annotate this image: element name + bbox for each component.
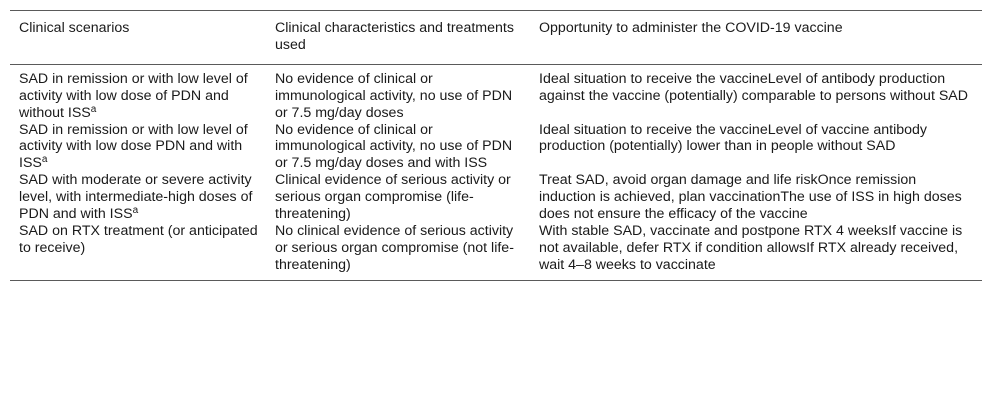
- characteristics-cell: No evidence of clinical or immunological activity, no use of PDN or 7.5 mg/day doses: [275, 70, 513, 121]
- scenario-cell: [10, 64, 266, 121]
- footnote-marker: a: [132, 205, 139, 217]
- opportunity-cell: With stable SAD, vaccinate and postpone RTX 4 weeksIf vaccine is not available, defer RTX if condition allowsIf RTX already received, wait 4–8 weeks to vaccinate: [530, 223, 982, 280]
- header-clinical-characteristics: Clinical characteristics and treatments used: [266, 11, 530, 65]
- characteristics-cell: No clinical evidence of serious activity or serious organ compromise (not life-threatening): [266, 223, 530, 280]
- scenario-text: SAD in remission or with low level of activity with low dose PDN and with ISS: [19, 121, 248, 172]
- characteristics-cell: No evidence of clinical or immunological activity, no use of PDN or 7.5 mg/day doses and with ISS: [275, 121, 513, 172]
- characteristics-cell: Clinical evidence of serious activity or serious organ compromise (life-threatening): [275, 172, 511, 223]
- opportunity-cell: Treat SAD, avoid organ damage and life riskOnce remission induction is achieved, plan vaccinationThe use of ISS in high doses does not ensure the efficacy of the vaccine: [539, 172, 962, 223]
- scenario-text: SAD in remission or with low level of activity with low dose of PDN and without ISS: [19, 70, 248, 121]
- header-clinical-scenarios: Clinical scenarios: [10, 11, 266, 65]
- table-row: [10, 122, 982, 173]
- footnote-marker: a: [90, 103, 97, 115]
- table-row: [10, 64, 982, 121]
- header-row: [10, 11, 982, 65]
- clinical-scenarios-table: [10, 10, 982, 281]
- header-vaccine-opportunity: Opportunity to administer the COVID-19 vaccine: [530, 11, 982, 65]
- scenario-text: SAD with moderate or severe activity level, with intermediate-high doses of PDN and with ISS: [19, 172, 253, 223]
- table-row: [10, 223, 982, 280]
- opportunity-cell: Ideal situation to receive the vaccineLevel of antibody production against the vaccine (potentially) comparable to persons without SAD: [539, 70, 969, 104]
- scenario-cell: SAD on RTX treatment (or anticipated to receive): [10, 223, 266, 280]
- footnote-marker: a: [41, 154, 48, 166]
- scenario-cell: [10, 172, 266, 223]
- opportunity-cell: Ideal situation to receive the vaccineLevel of vaccine antibody production (potentially) lower than in people without SAD: [539, 121, 928, 155]
- table-row: [10, 172, 982, 223]
- scenario-cell: [10, 122, 266, 173]
